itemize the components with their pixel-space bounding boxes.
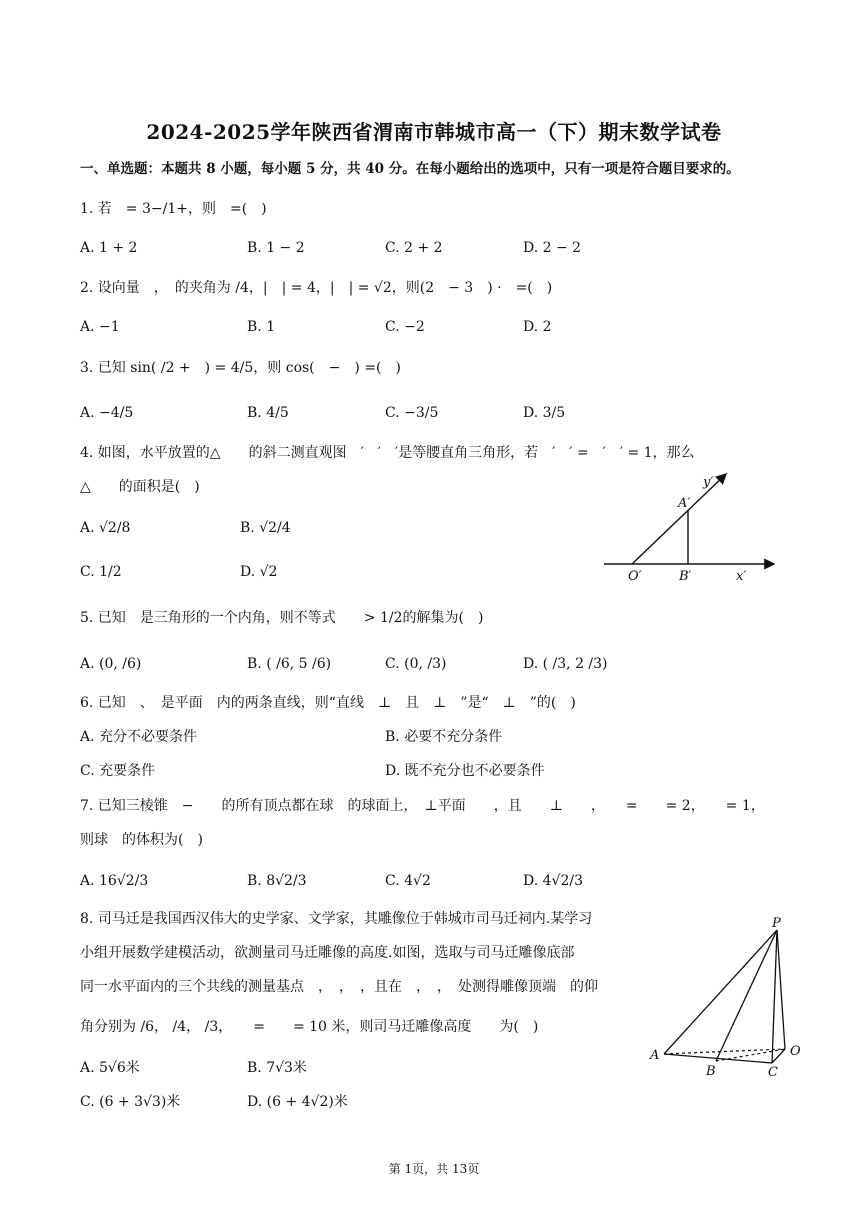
q8-option-b[interactable]: B. 7√3米: [247, 1060, 307, 1076]
q2-option-d[interactable]: D. 2: [523, 319, 552, 335]
question-7-stem-line2: 则球 的体积为( ): [80, 832, 203, 848]
question-1-stem: 1. 若 = 3−/1+，则 =( ): [80, 201, 267, 217]
question-8-stem-line2: 小组开展数学建模活动，欲测量司马迁雕像的高度.如图，选取与司马迁雕像底部: [80, 945, 575, 961]
q3-option-c[interactable]: C. −3/5: [385, 405, 439, 421]
q4-figure: [598, 470, 788, 585]
q7-option-b[interactable]: B. 8√2/3: [247, 873, 307, 889]
question-4-stem-line1: 4. 如图，水平放置的△ 的斜二测直观图 ′ ′ ′是等腰直角三角形，若 ′ ′ = ′ ′ = 1，那么: [80, 445, 695, 461]
q3-option-b[interactable]: B. 4/5: [247, 405, 289, 421]
edge-p-o: [777, 930, 785, 1049]
q2-option-b[interactable]: B. 1: [247, 319, 276, 335]
q8-option-a[interactable]: A. 5√6米: [80, 1060, 140, 1076]
label-a: A: [650, 1048, 660, 1063]
question-3-stem: 3. 已知 sin( /2 + ) = 4/5，则 cos( − ) =( ): [80, 360, 401, 376]
q5-option-d[interactable]: D. ( /3, 2 /3): [523, 656, 608, 672]
page-footer: 第 1页，共 13页: [388, 1162, 480, 1176]
q4-option-a[interactable]: A. √2/8: [80, 520, 131, 536]
question-8-stem-line3: 同一水平面内的三个共线的测量基点 ， ， ，且在 ， ， 处测得雕像顶端 的仰: [80, 979, 598, 995]
page-title: 2024-2025学年陕西省渭南市韩城市高一（下）期末数学试卷: [146, 120, 722, 144]
q4-option-d[interactable]: D. √2: [240, 564, 278, 580]
edge-p-c: [772, 930, 777, 1063]
label-x: x′: [736, 569, 747, 584]
label-o: O: [790, 1044, 801, 1059]
section-heading: 一、单选题：本题共 8 小题，每小题 5 分，共 40 分。在每小题给出的选项中，只有一项是符合题目要求的。: [80, 161, 740, 177]
q7-option-c[interactable]: C. 4√2: [385, 873, 431, 889]
q7-option-d[interactable]: D. 4√2/3: [523, 873, 583, 889]
edge-p-a: [664, 930, 777, 1054]
q1-option-b[interactable]: B. 1 − 2: [247, 240, 305, 256]
q2-option-a[interactable]: A. −1: [80, 319, 120, 335]
q3-option-a[interactable]: A. −4/5: [80, 405, 134, 421]
q5-option-a[interactable]: A. (0, /6): [80, 656, 142, 672]
question-7-stem-line1: 7. 已知三棱锥 − 的所有顶点都在球 的球面上， ⊥平面 ，且 ⊥ ， = = 2， = 1，: [80, 798, 765, 814]
question-5-stem: 5. 已知 是三角形的一个内角，则不等式 > 1/2的解集为( ): [80, 610, 484, 626]
question-2-stem: 2. 设向量 ， 的夹角为 /4，| | = 4，| | = √2，则(2 − 3 ) · =( ): [80, 280, 553, 296]
q6-option-c[interactable]: C. 充要条件: [80, 763, 156, 779]
label-b: B′: [679, 569, 692, 584]
q3-option-d[interactable]: D. 3/5: [523, 405, 566, 421]
q4-option-b[interactable]: B. √2/4: [240, 520, 291, 536]
question-6-stem: 6. 已知 、 是平面 内的两条直线，则“直线 ⊥ 且 ⊥ ”是“ ⊥ ”的( ): [80, 695, 576, 711]
q8-option-d[interactable]: D. (6 + 4√2)米: [247, 1094, 348, 1110]
edge-p-b: [716, 930, 777, 1061]
label-p: P: [772, 916, 781, 931]
q6-option-d[interactable]: D. 既不充分也不必要条件: [385, 763, 545, 779]
question-8-stem-line1: 8. 司马迁是我国西汉伟大的史学家、文学家，其雕像位于韩城市司马迁祠内.某学习: [80, 911, 593, 927]
q5-option-b[interactable]: B. ( /6, 5 /6): [247, 656, 332, 672]
q6-option-a[interactable]: A. 充分不必要条件: [80, 729, 198, 745]
q8-figure: [646, 916, 811, 1081]
q8-option-c[interactable]: C. (6 + 3√3)米: [80, 1094, 181, 1110]
question-8-stem-line4: 角分别为 /6， /4， /3， = = 10 米，则司马迁雕像高度 为( ): [80, 1019, 539, 1035]
label-a: A′: [678, 496, 691, 511]
label-o: O′: [628, 569, 642, 584]
q2-option-c[interactable]: C. −2: [385, 319, 425, 335]
label-b: B: [706, 1064, 716, 1079]
q1-option-c[interactable]: C. 2 + 2: [385, 240, 443, 256]
edge-c-o: [772, 1049, 785, 1063]
q6-option-b[interactable]: B. 必要不充分条件: [385, 729, 503, 745]
edge-a-o-dashed: [664, 1049, 785, 1054]
label-c: C: [768, 1065, 778, 1080]
question-4-stem-line2: △ 的面积是( ): [80, 479, 200, 495]
q5-option-c[interactable]: C. (0, /3): [385, 656, 447, 672]
q1-option-a[interactable]: A. 1 + 2: [80, 240, 138, 256]
label-y: y′: [703, 475, 714, 490]
q4-option-c[interactable]: C. 1/2: [80, 564, 122, 580]
q7-option-a[interactable]: A. 16√2/3: [80, 873, 149, 889]
q1-option-d[interactable]: D. 2 − 2: [523, 240, 582, 256]
